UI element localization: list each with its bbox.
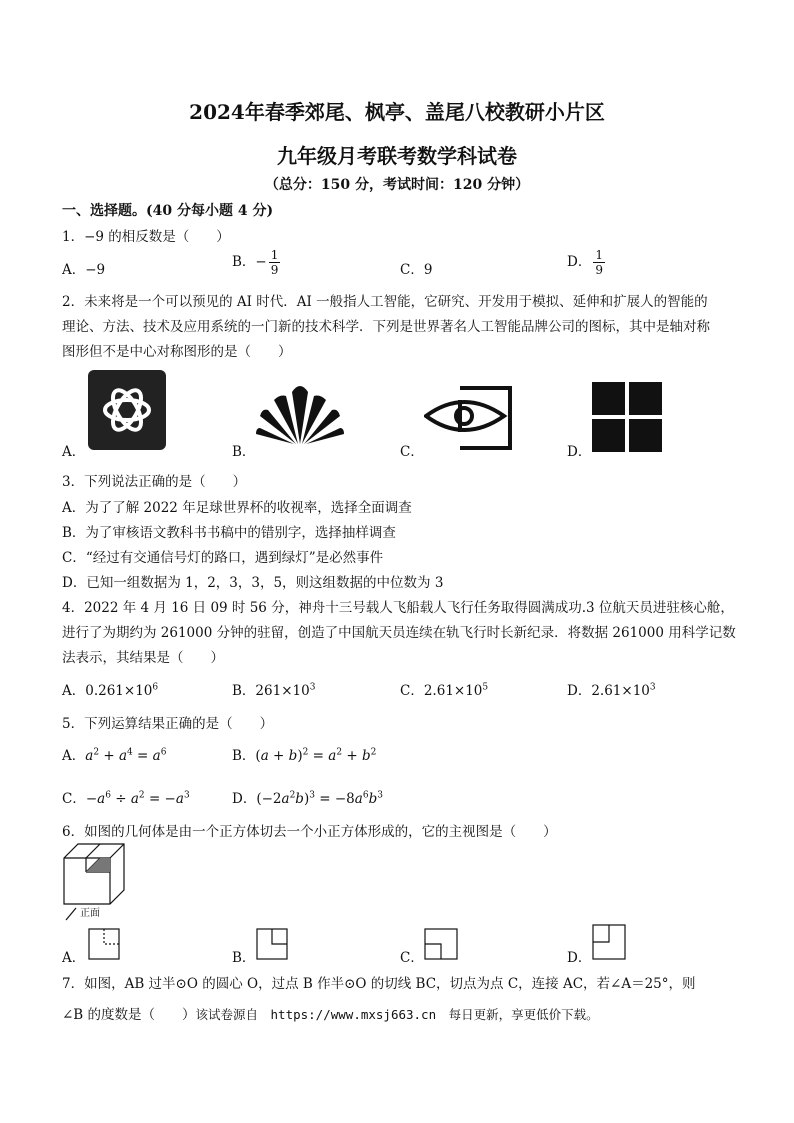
q6-option-a-figure — [88, 928, 120, 960]
q6-option-c-figure — [424, 928, 458, 960]
q6-option-b-figure — [256, 928, 288, 960]
exam-title-line1: 2024年春季郊尾、枫亭、盖尾八校教研小片区 — [189, 100, 605, 124]
q2-option-b: B． — [232, 444, 256, 460]
section-heading: 一、选择题。(40 分每小题 4 分) — [62, 203, 274, 219]
q3-stem: 3．下列说法正确的是（ ） — [62, 474, 247, 490]
microsoft-logo-icon — [592, 382, 662, 452]
q1-option-d: D． $\frac{1}{9}$ — [567, 248, 603, 277]
q2-option-d: D． — [567, 444, 592, 460]
q2-option-a: A． — [62, 444, 86, 460]
front-label: 正面 — [80, 908, 100, 919]
q6-option-a: A． — [62, 950, 86, 966]
q6-stem: 6．如图的几何体是由一个正方体切去一个小正方体形成的，它的主视图是（ ） — [62, 824, 557, 840]
q4-option-c: C．$2.61\times 10^5$ — [400, 682, 489, 699]
q2-line3: 图形但不是中心对称图形的是（ ） — [62, 344, 292, 360]
q3-option-c: C．“经过有交通信号灯的路口，遇到绿灯”是必然事件 — [62, 550, 384, 566]
q6-option-c: C． — [400, 950, 424, 966]
q1-stem: 1．−9 的相反数是（ ） — [62, 229, 230, 245]
q3-option-d: D．已知一组数据为 1，2，3，3，5，则这组数据的中位数为 3 — [62, 575, 444, 591]
q3-option-b: B．为了审核语文教科书书稿中的错别字，选择抽样调查 — [62, 525, 396, 541]
exam-subtitle: （总分：150 分，考试时间：120 分钟） — [264, 177, 530, 193]
nvidia-logo-icon — [424, 386, 514, 452]
q4-line2: 进行了为期约为 261000 分钟的驻留，创造了中国航天员连续在轨飞行时长新纪录．将数据 261000 用科学记数 — [62, 625, 736, 641]
q6-option-b: B． — [232, 950, 256, 966]
q6-option-d-figure — [592, 924, 626, 960]
q4-line3: 法表示，其结果是（ ） — [62, 650, 224, 666]
q5-option-d: D．$(-2a^2b)^3 = -8a^6b^3$ — [232, 790, 383, 807]
q5-option-c: C．$-a^6 \div a^2 = -a^3$ — [62, 790, 190, 807]
huawei-logo-icon — [256, 384, 344, 446]
q1-option-a: A．−9 — [62, 262, 106, 278]
q2-option-c: C． — [400, 444, 424, 460]
q5-option-a: A．$a^2 + a^4 = a^6$ — [62, 747, 167, 764]
q1-option-b: B．− $\frac{1}{9}$ — [232, 248, 279, 277]
q2-line1: 2．未来将是一个可以预见的 AI 时代．AI 一般指人工智能，它研究、开发用于模拟、延伸和扩展人的智能的 — [62, 294, 708, 310]
q7-line2: ∠B 的度数是（ ）该试卷源自 https://www.mxsj663.cn 每日更新，享更低价下载。 — [62, 1007, 599, 1023]
q5-option-b: B．$(a + b)^2 = a^2 + b^2$ — [232, 747, 377, 764]
q4-option-d: D．$2.61\times 10^3$ — [567, 682, 656, 699]
q6-option-d: D． — [567, 950, 592, 966]
watermark-text: 该试卷源自 https://www.mxsj663.cn 每日更新，享更低价下载。 — [195, 1007, 599, 1022]
q3-option-a: A．为了了解 2022 年足球世界杯的收视率，选择全面调查 — [62, 500, 412, 516]
q1-option-c: C．9 — [400, 262, 433, 278]
q7-line1: 7．如图，AB 过半⊙O 的圆心 O，过点 B 作半⊙O 的切线 BC，切点为点 C，连接 AC，若∠A＝25°，则 — [62, 976, 696, 992]
q4-option-a: A．$0.261\times 10^6$ — [62, 682, 159, 699]
q4-line1: 4．2022 年 4 月 16 日 09 时 56 分，神舟十三号载人飞船载人飞行任务取得圆满成功.3 位航天员进驻核心舱， — [62, 600, 734, 616]
q5-stem: 5．下列运算结果正确的是（ ） — [62, 716, 274, 732]
openai-logo-icon — [88, 370, 166, 450]
q4-option-b: B．$261\times 10^3$ — [232, 682, 316, 699]
exam-title-line2: 九年级月考联考数学科试卷 — [277, 144, 517, 168]
q2-line2: 理论、方法、技术及应用系统的一门新的技术科学．下列是世界著名人工智能品牌公司的图标，其中是轴对称 — [62, 319, 710, 335]
